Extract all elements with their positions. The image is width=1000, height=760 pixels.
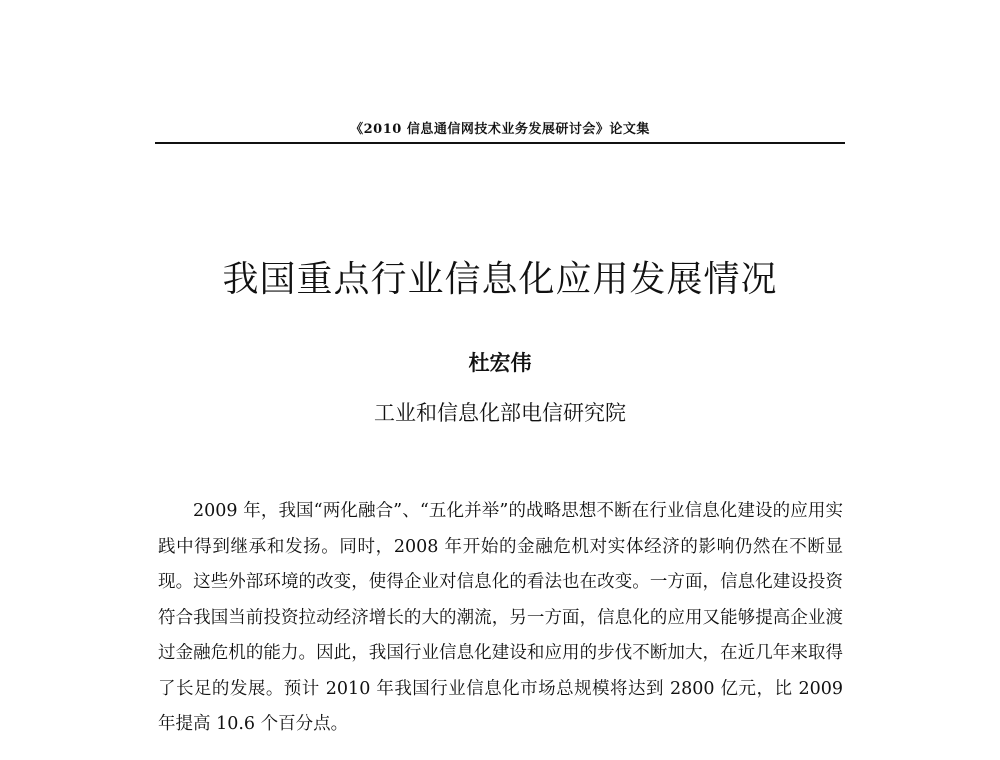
author-name: 杜宏伟 xyxy=(468,350,532,375)
author-affiliation: 工业和信息化部电信研究院 xyxy=(374,401,626,425)
paper-title: 我国重点行业信息化应用发展情况 xyxy=(222,259,778,301)
running-header: 《2010 信息通信网技术业务发展研讨会》论文集 xyxy=(350,122,650,137)
header-rule xyxy=(155,142,845,144)
body-paragraph: 2009 年，我国“两化融合”、“五化并举”的战略思想不断在行业信息化建设的应用实践中得到继承和发扬。同时，2008 年开始的金融危机对实体经济的影响仍然在不断显现。这些外部环境的改变，使得企业对信息化的看法也在改变。一方面，信息化建设投资符合我国当前投资拉动经济增长的大的潮流，另一方面，信息化的应用又能够提高企业渡过金融危机的能力。因此，我国行业信息化建设和应用的步伐不断加大，在近几年来取得了长足的发展。预计 2010 年我国行业信息化市场总规模将达到 2800 亿元，比 2009 年提高 10.6 个百分点。 xyxy=(158,501,843,734)
